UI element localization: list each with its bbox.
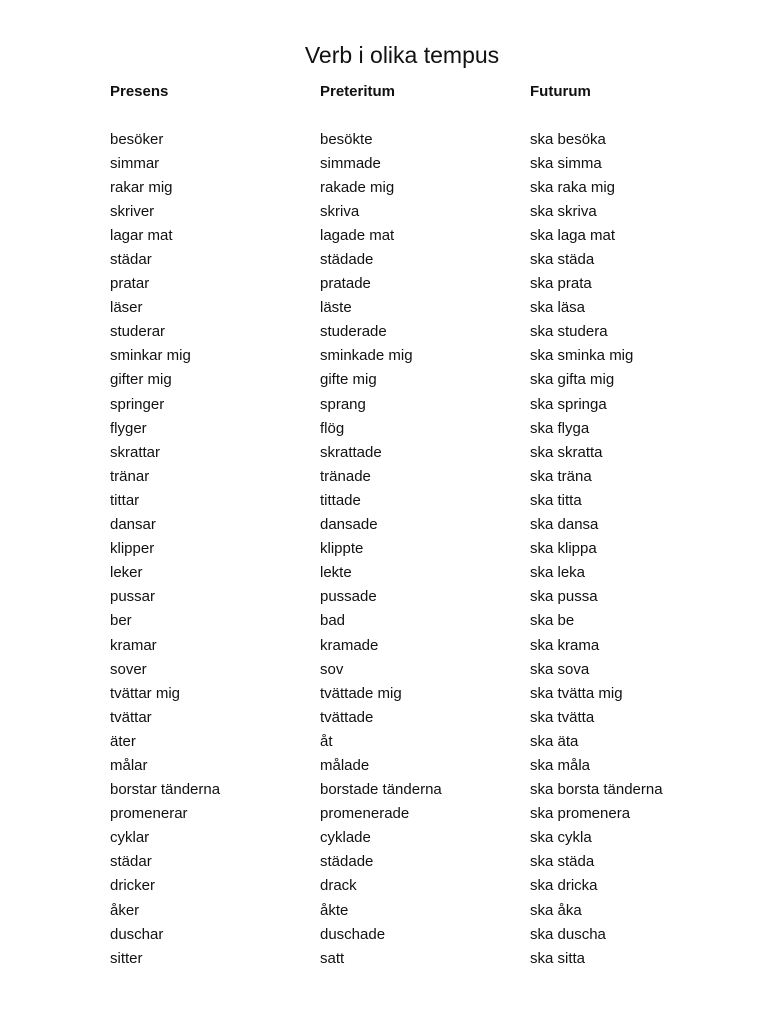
table-row (110, 705, 710, 729)
table-row (110, 344, 710, 368)
header-preteritum: Preteritum (320, 82, 396, 100)
table-row (110, 296, 710, 320)
cell-presens: besöker (110, 130, 164, 148)
cell-futurum: ska tvätta (530, 708, 595, 726)
cell-preteritum: simmade (320, 154, 381, 172)
table-row (110, 922, 710, 946)
table-row (110, 898, 710, 922)
cell-presens: tvättar mig (110, 684, 181, 702)
cell-futurum: ska gifta mig (530, 371, 615, 389)
cell-preteritum: städade (320, 251, 374, 269)
cell-futurum: ska städa (530, 853, 595, 871)
cell-preteritum: gifte mig (320, 371, 377, 389)
cell-preteritum: flög (320, 419, 345, 437)
cell-presens: cyklar (110, 829, 150, 847)
cell-preteritum: borstade tänderna (320, 781, 442, 799)
cell-futurum: ska äta (530, 732, 579, 750)
table-row (110, 392, 710, 416)
cell-futurum: ska cykla (530, 829, 592, 847)
cell-preteritum: skriva (320, 202, 360, 220)
table-header-row (110, 80, 710, 102)
cell-futurum: ska laga mat (530, 226, 616, 244)
header-futurum: Futurum (530, 82, 591, 100)
cell-preteritum: städade (320, 853, 374, 871)
cell-futurum: ska sitta (530, 949, 586, 967)
cell-futurum: ska prata (530, 275, 592, 293)
cell-futurum: ska sminka mig (530, 347, 634, 365)
table-row (110, 802, 710, 826)
cell-presens: studerar (110, 323, 166, 341)
table-row (110, 609, 710, 633)
cell-futurum: ska krama (530, 636, 600, 654)
cell-futurum: ska raka mig (530, 178, 616, 196)
cell-presens: ber (110, 612, 132, 630)
cell-preteritum: dansade (320, 516, 378, 534)
cell-presens: städar (110, 251, 152, 269)
cell-presens: äter (110, 732, 136, 750)
cell-futurum: ska dricka (530, 877, 598, 895)
table-body (110, 102, 710, 970)
cell-preteritum: lekte (320, 564, 352, 582)
table-row (110, 151, 710, 175)
cell-preteritum: läste (320, 299, 352, 317)
cell-presens: flyger (110, 419, 147, 437)
table-row (110, 946, 710, 970)
page-title: Verb i olika tempus (304, 42, 500, 68)
table-row (110, 657, 710, 681)
table-row (110, 585, 710, 609)
cell-presens: städar (110, 853, 152, 871)
cell-presens: rakar mig (110, 178, 173, 196)
cell-preteritum: åkte (320, 901, 349, 919)
cell-presens: skrattar (110, 443, 161, 461)
table-row (110, 874, 710, 898)
table-row (110, 681, 710, 705)
cell-preteritum: åt (320, 732, 333, 750)
cell-presens: sitter (110, 949, 143, 967)
cell-futurum: ska städa (530, 251, 595, 269)
table-row (110, 368, 710, 392)
cell-preteritum: studerade (320, 323, 387, 341)
cell-preteritum: tränade (320, 467, 371, 485)
verb-tense-table (110, 80, 710, 970)
table-row (110, 633, 710, 657)
cell-futurum: ska dansa (530, 516, 599, 534)
cell-presens: leker (110, 564, 143, 582)
cell-preteritum: sov (320, 660, 344, 678)
cell-preteritum: klippte (320, 540, 364, 558)
table-row (110, 320, 710, 344)
cell-futurum: ska promenera (530, 805, 631, 823)
table-row (110, 247, 710, 271)
cell-presens: dansar (110, 516, 156, 534)
table-row (110, 175, 710, 199)
table-row (110, 826, 710, 850)
spacer-row (110, 102, 710, 127)
cell-futurum: ska titta (530, 491, 582, 509)
cell-preteritum: promenerade (320, 805, 410, 823)
cell-futurum: ska borsta tänderna (530, 781, 663, 799)
cell-preteritum: målade (320, 756, 370, 774)
cell-presens: sover (110, 660, 147, 678)
cell-presens: klipper (110, 540, 155, 558)
cell-preteritum: sminkade mig (320, 347, 413, 365)
cell-presens: simmar (110, 154, 160, 172)
cell-presens: åker (110, 901, 140, 919)
cell-presens: borstar tänderna (110, 781, 221, 799)
cell-presens: skriver (110, 202, 155, 220)
cell-presens: tvättar (110, 708, 152, 726)
cell-preteritum: cyklade (320, 829, 371, 847)
table-row (110, 778, 710, 802)
table-row (110, 127, 710, 151)
cell-futurum: ska sova (530, 660, 590, 678)
table-row (110, 223, 710, 247)
cell-futurum: ska flyga (530, 419, 590, 437)
cell-futurum: ska tvätta mig (530, 684, 623, 702)
cell-futurum: ska åka (530, 901, 582, 919)
cell-preteritum: satt (320, 949, 345, 967)
cell-preteritum: bad (320, 612, 346, 630)
cell-presens: pratar (110, 275, 150, 293)
table-row (110, 537, 710, 561)
cell-preteritum: sprang (320, 395, 366, 413)
table-row (110, 440, 710, 464)
cell-preteritum: duschade (320, 925, 386, 943)
cell-preteritum: tittade (320, 491, 361, 509)
cell-futurum: ska simma (530, 154, 602, 172)
cell-presens: dricker (110, 877, 156, 895)
cell-preteritum: tvättade (320, 708, 374, 726)
table-row (110, 513, 710, 537)
cell-presens: tränar (110, 467, 150, 485)
cell-presens: läser (110, 299, 143, 317)
cell-presens: tittar (110, 491, 140, 509)
table-row (110, 729, 710, 753)
cell-presens: pussar (110, 588, 156, 606)
table-row (110, 416, 710, 440)
table-row (110, 753, 710, 777)
table-row (110, 561, 710, 585)
cell-futurum: ska leka (530, 564, 586, 582)
cell-futurum: ska be (530, 612, 575, 630)
cell-preteritum: skrattade (320, 443, 382, 461)
cell-preteritum: pussade (320, 588, 377, 606)
cell-futurum: ska läsa (530, 299, 586, 317)
cell-presens: kramar (110, 636, 157, 654)
cell-preteritum: drack (320, 877, 357, 895)
table-row (110, 850, 710, 874)
cell-futurum: ska besöka (530, 130, 606, 148)
cell-preteritum: besökte (320, 130, 373, 148)
cell-presens: springer (110, 395, 165, 413)
cell-presens: lagar mat (110, 226, 173, 244)
table-row (110, 464, 710, 488)
table-row (110, 272, 710, 296)
cell-presens: promenerar (110, 805, 188, 823)
cell-preteritum: lagade mat (320, 226, 395, 244)
cell-preteritum: tvättade mig (320, 684, 402, 702)
cell-futurum: ska klippa (530, 540, 597, 558)
cell-futurum: ska pussa (530, 588, 598, 606)
cell-futurum: ska skratta (530, 443, 603, 461)
cell-presens: målar (110, 756, 148, 774)
header-presens: Presens (110, 82, 169, 100)
cell-futurum: ska studera (530, 323, 608, 341)
cell-preteritum: pratade (320, 275, 371, 293)
cell-futurum: ska springa (530, 395, 607, 413)
table-row (110, 199, 710, 223)
cell-presens: duschar (110, 925, 164, 943)
cell-presens: sminkar mig (110, 347, 191, 365)
cell-futurum: ska träna (530, 467, 592, 485)
table-row (110, 488, 710, 512)
cell-preteritum: rakade mig (320, 178, 395, 196)
cell-futurum: ska skriva (530, 202, 597, 220)
cell-futurum: ska måla (530, 756, 591, 774)
spacer-cell (110, 102, 710, 127)
cell-preteritum: kramade (320, 636, 379, 654)
cell-futurum: ska duscha (530, 925, 606, 943)
cell-presens: gifter mig (110, 371, 172, 389)
